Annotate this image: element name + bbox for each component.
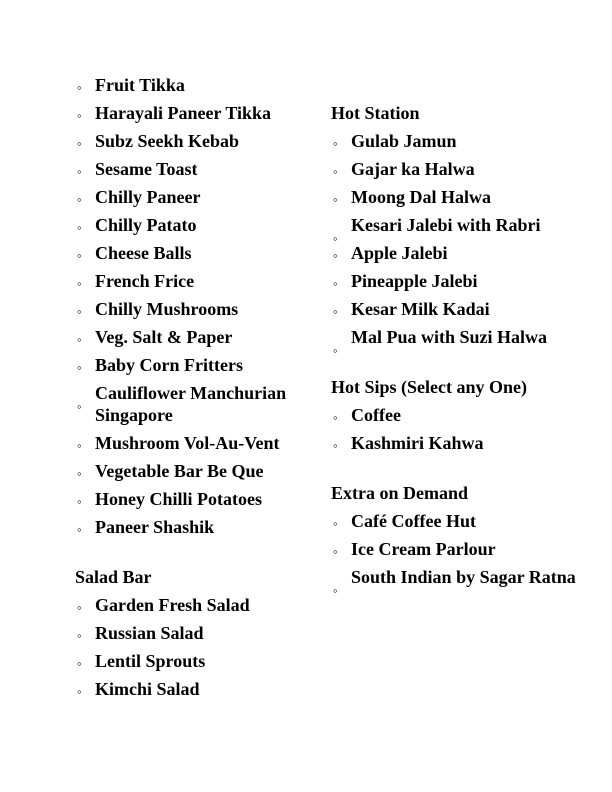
list-item: ◦ Kashmiri Kahwa — [331, 432, 581, 454]
extra-on-demand-list — [331, 510, 581, 598]
bullet-icon: ◦ — [77, 684, 82, 699]
bullet-icon: ◦ — [333, 136, 338, 151]
section-spacer — [331, 354, 581, 376]
list-item: ◦ Gulab Jamun — [331, 130, 581, 152]
list-item: ◦ Ice Cream Parlour — [331, 538, 581, 560]
hot-sips-list — [331, 404, 581, 454]
list-item: ◦ Lentil Sprouts — [75, 650, 325, 672]
list-item: ◦ Cauliflower Manchurian Singapore — [77, 383, 287, 425]
hot-sips-section — [331, 376, 581, 454]
extra-on-demand-heading: Extra on Demand — [331, 483, 469, 503]
bullet-icon: ◦ — [77, 494, 82, 509]
list-item: ◦ Paneer Shashik — [75, 516, 325, 538]
bullet-icon: ◦ — [333, 516, 338, 531]
extra-on-demand-section — [331, 482, 581, 598]
list-item: ◦ Fruit Tikka — [75, 74, 325, 96]
hot-station-heading: Hot Station — [331, 103, 420, 123]
bullet-icon: ◦ — [77, 600, 82, 615]
list-item: ◦ Gajar ka Halwa — [331, 158, 581, 180]
bullet-icon: ◦ — [333, 343, 338, 358]
bullet-icon: ◦ — [333, 438, 338, 453]
bullet-icon: ◦ — [77, 360, 82, 375]
list-item: ◦ Chilly Paneer — [75, 186, 325, 208]
list-item: ◦ Mal Pua with Suzi Halwa — [331, 326, 581, 348]
salad-bar-section — [75, 566, 325, 700]
list-item: ◦ Moong Dal Halwa — [331, 186, 581, 208]
list-item: ◦ Kesar Milk Kadai — [331, 298, 581, 320]
section-spacer — [331, 74, 581, 102]
bullet-icon: ◦ — [333, 231, 338, 246]
bullet-icon: ◦ — [77, 276, 82, 291]
section-spacer — [331, 460, 581, 482]
list-item: ◦ Veg. Salt & Paper — [75, 326, 325, 348]
left-column — [75, 74, 325, 706]
list-item: ◦ Subz Seekh Kebab — [75, 130, 325, 152]
salad-bar-heading: Salad Bar — [75, 567, 152, 587]
hot-sips-heading: Hot Sips (Select any One) — [331, 377, 527, 397]
list-item: ◦ Café Coffee Hut — [331, 510, 581, 532]
right-column — [331, 74, 581, 598]
salad-bar-list — [75, 594, 325, 700]
bullet-icon: ◦ — [333, 164, 338, 179]
bullet-icon: ◦ — [77, 628, 82, 643]
bullet-icon: ◦ — [77, 438, 82, 453]
bullet-icon: ◦ — [333, 192, 338, 207]
bullet-icon: ◦ — [77, 332, 82, 347]
bullet-icon: ◦ — [333, 544, 338, 559]
section-spacer — [75, 544, 325, 566]
bullet-icon: ◦ — [77, 656, 82, 671]
list-item: ◦ Mushroom Vol-Au-Vent — [75, 432, 325, 454]
bullet-icon: ◦ — [77, 304, 82, 319]
list-item: ◦ Pineapple Jalebi — [331, 270, 581, 292]
bullet-icon: ◦ — [77, 192, 82, 207]
list-item: ◦ Honey Chilli Potatoes — [75, 488, 325, 510]
list-item: ◦ Baby Corn Fritters — [75, 354, 325, 376]
list-item: ◦ Kimchi Salad — [75, 678, 325, 700]
list-item: ◦ Harayali Paneer Tikka — [75, 102, 325, 124]
list-item: ◦ Cheese Balls — [75, 242, 325, 264]
list-item: ◦ Chilly Patato — [75, 214, 325, 236]
bullet-icon: ◦ — [77, 220, 82, 235]
bullet-icon: ◦ — [333, 410, 338, 425]
list-item: ◦ Vegetable Bar Be Que — [75, 460, 325, 482]
hot-station-list — [331, 130, 581, 358]
bullet-icon: ◦ — [333, 304, 338, 319]
bullet-icon: ◦ — [77, 108, 82, 123]
bullet-icon: ◦ — [77, 80, 82, 95]
bullet-icon: ◦ — [77, 248, 82, 263]
bullet-icon: ◦ — [333, 248, 338, 263]
bullet-icon: ◦ — [77, 164, 82, 179]
list-item: ◦ Coffee — [331, 404, 581, 426]
list-item: ◦ Kesari Jalebi with Rabri — [331, 214, 581, 236]
list-item: ◦ French Frice — [75, 270, 325, 292]
list-item: ◦ Apple Jalebi — [331, 242, 581, 264]
bullet-icon: ◦ — [77, 136, 82, 151]
bullet-icon: ◦ — [77, 522, 82, 537]
list-item: ◦ Garden Fresh Salad — [75, 594, 325, 616]
bullet-icon: ◦ — [77, 466, 82, 481]
starters-list — [75, 74, 325, 538]
list-item: ◦ Sesame Toast — [75, 158, 325, 180]
list-item: ◦ Russian Salad — [75, 622, 325, 644]
bullet-icon: ◦ — [333, 583, 338, 598]
list-item: ◦ South Indian by Sagar Ratna — [331, 566, 581, 588]
hot-station-section — [331, 102, 581, 358]
bullet-icon: ◦ — [333, 276, 338, 291]
list-item: ◦ Chilly Mushrooms — [75, 298, 325, 320]
bullet-icon: ◦ — [77, 399, 82, 414]
